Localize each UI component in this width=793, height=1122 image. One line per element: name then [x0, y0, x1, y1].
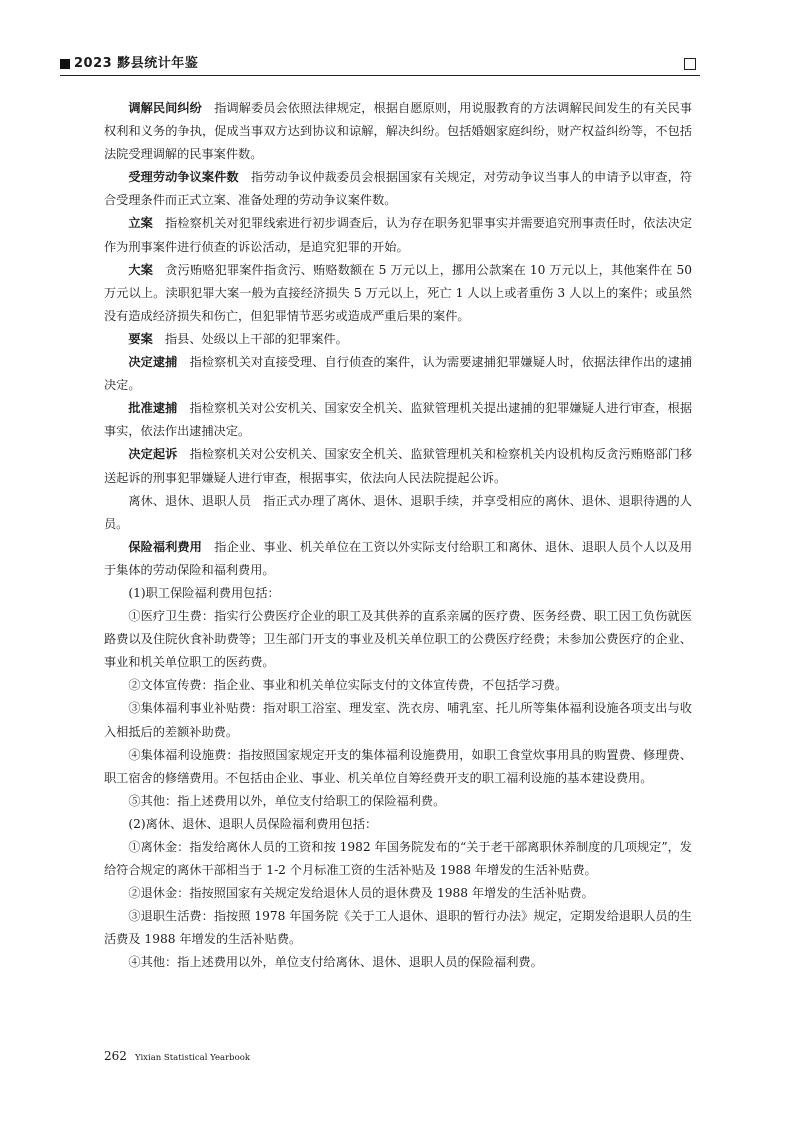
definition-text: 离休、退休、退职人员 指正式办理了离休、退休、退职手续，并享受相应的离休、退休、退职待遇的人员。: [104, 493, 692, 531]
paragraph: [104, 351, 692, 397]
term-label: 调解民间纠纷: [128, 101, 202, 115]
definition-text: 指劳动争议仲裁委员会根据国家有关规定，对劳动争议当事人的申请予以审查，符合受理条件而正式立案、准备处理的劳动争议案件数。: [104, 170, 693, 208]
definition-text: ③退职生活费：指按照 1978 年国务院《关于工人退休、退职的暂行办法》规定，定期发给退职人员的生活费及 1988 年增发的生活补贴费。: [104, 909, 692, 947]
paragraph: [104, 443, 692, 489]
paragraph: [104, 582, 692, 605]
paragraph: [104, 97, 692, 166]
definition-text: 贪污贿赂犯罪案件指贪污、贿赂数额在 5 万元以上，挪用公款案在 10 万元以上，其他案件在 50 万元以上。渎职犯罪大案一般为直接经济损失 5 万元以上，死亡 1 人以上或者重伤 3 人以上的案件；或虽然没有造成经济损失和伤亡，但犯罪情节恶劣或造成严重后果的案件。: [104, 262, 693, 323]
definition-text: 指检察机关对公安机关、国家安全机关、监狱管理机关提出逮捕的犯罪嫌疑人进行审查，根据事实，依法作出逮捕决定。: [104, 401, 693, 439]
definition-text: ⑤其他：指上述费用以外，单位支付给职工的保险福利费。: [128, 793, 446, 808]
paragraph: [104, 697, 692, 743]
page-number: 262: [104, 1049, 127, 1063]
term-label: 要案: [128, 331, 153, 346]
term-label: 保险福利费用: [128, 539, 202, 554]
term-label: 大案: [128, 262, 154, 277]
paragraph: [104, 259, 692, 328]
definition-text: ②退休金：指按照国家有关规定发给退休人员的退休费及 1988 年增发的生活补贴费。: [128, 886, 594, 901]
definition-text: ②文体宣传费：指企业、事业和机关单位实际支付的文体宣传费，不包括学习费。: [128, 678, 568, 693]
paragraph: [104, 328, 692, 351]
definition-text: 指检察机关对犯罪线索进行初步调查后，认为存在职务犯罪事实并需要追究刑事责任时，依法决定作为刑事案件进行侦查的诉讼活动，是追究犯罪的开始。: [104, 216, 693, 254]
definition-text: ①离休金：指发给离休人员的工资和按 1982 年国务院发布的“关于老干部离职休养制度的几项规定”，发给符合规定的离休干部相当于 1-2 个月标准工资的生活补贴及 1988 年增发的生活补贴费。: [104, 840, 692, 878]
paragraph: [104, 951, 692, 974]
definition-text: ④集体福利设施费：指按照国家规定开支的集体福利设施费用，如职工食堂炊事用具的购置费、修理费、职工宿舍的修缮费用。不包括由企业、事业、机关单位自筹经费开支的职工福利设施的基本建设费用。: [104, 747, 692, 785]
term-label: 受理劳动争议案件数: [128, 170, 239, 185]
page-footer: [104, 1047, 250, 1063]
term-label: 决定逮捕: [128, 355, 178, 370]
paragraph: [104, 212, 692, 258]
paragraph: [104, 166, 692, 212]
definition-text: ④其他：指上述费用以外，单位支付给离休、退休、退职人员的保险福利费。: [128, 955, 543, 970]
page-header: [60, 55, 700, 76]
definition-text: 指企业、事业、机关单位在工资以外实际支付给职工和离休、退休、退职人员个人以及用于集体的劳动保险和福利费用。: [104, 539, 693, 577]
paragraph: [104, 905, 692, 951]
glossary-body: [104, 97, 692, 975]
definition-text: (2)离休、退休、退职人员保险福利费用包括：: [128, 816, 378, 831]
footer-book-title: Yixian Statistical Yearbook: [135, 1053, 250, 1063]
definition-text: ③集体福利事业补贴费：指对职工浴室、理发室、洗衣房、哺乳室、托儿所等集体福利设施各项支出与收入相抵后的差额补助费。: [104, 701, 692, 739]
paragraph: [104, 882, 692, 905]
term-label: 批准逮捕: [128, 401, 178, 416]
paragraph: [104, 744, 692, 790]
definition-text: 指县、处级以上干部的犯罪案件。: [164, 331, 348, 346]
term-label: 决定起诉: [128, 447, 178, 462]
definition-text: (1)职工保险福利费用包括：: [128, 585, 280, 600]
definition-text: ①医疗卫生费：指实行公费医疗企业的职工及其供养的直系亲属的医疗费、医务经费、职工因工负伤就医路费以及住院伙食补助费等；卫生部门开支的事业及机关单位职工的公费医疗经费；未参加公费医疗的企业、事业和机关单位职工的医药费。: [104, 609, 692, 670]
paragraph: [104, 836, 692, 882]
definition-text: 指检察机关对公安机关、国家安全机关、监狱管理机关和检察机关内设机构反贪污贿赂部门移送起诉的刑事犯罪嫌疑人进行审查，根据事实，依法向人民法院提起公诉。: [104, 447, 693, 485]
paragraph: [104, 397, 692, 443]
paragraph: [104, 536, 692, 582]
paragraph: [104, 490, 692, 536]
paragraph: [104, 790, 692, 813]
black-square-icon: [60, 59, 70, 69]
paragraph: [104, 674, 692, 697]
header-title: 2023 黟县统计年鉴: [74, 56, 199, 71]
definition-text: 指检察机关对直接受理、自行侦查的案件，认为需要逮捕犯罪嫌疑人时，依据法律作出的逮捕决定。: [104, 355, 693, 393]
paragraph: [104, 605, 692, 674]
definition-text: 指调解委员会依照法律规定，根据自愿原则，用说服教育的方法调解民间发生的有关民事权利和义务的争执，促成当事双方达到协议和谅解，解决纠纷。包括婚姻家庭纠纷，财产权益纠纷等，不包括法院受理调解的民事案件数。: [104, 101, 693, 162]
empty-square-icon: [684, 58, 696, 70]
term-label: 立案: [128, 216, 153, 231]
paragraph: [104, 813, 692, 836]
